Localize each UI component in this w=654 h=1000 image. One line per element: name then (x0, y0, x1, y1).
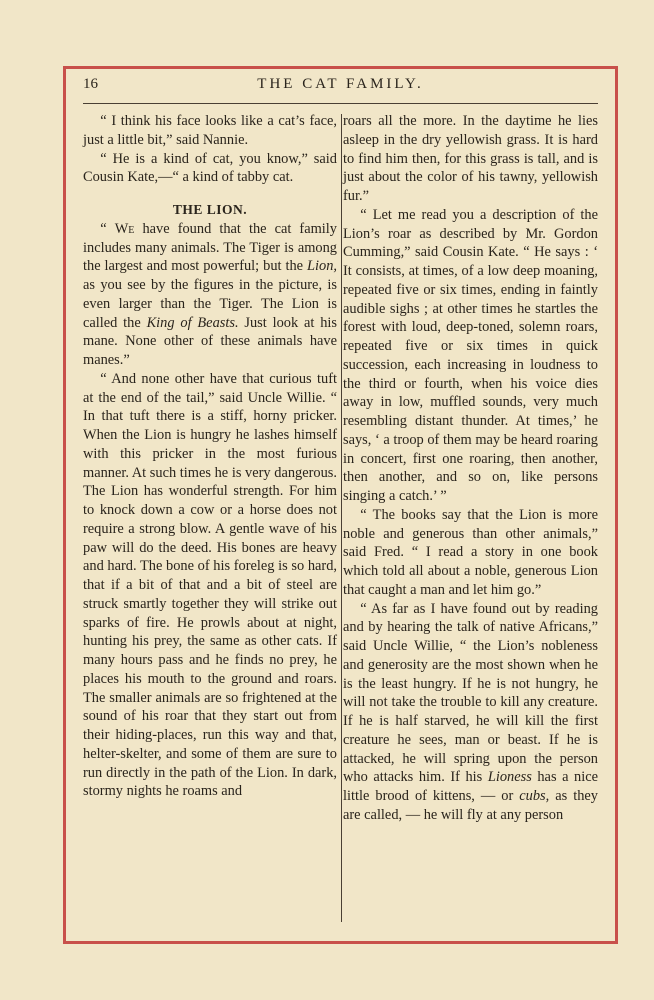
paragraph: “ He is a kind of cat, you know,” said Cousin Kate,—“ a kind of tabby cat. (83, 150, 337, 186)
italic-term: King of Beasts. (146, 314, 239, 331)
italic-term: cubs, (519, 788, 550, 804)
section-heading: THE LION. (172, 202, 248, 217)
page-header (83, 76, 598, 100)
italic-term: Lioness (487, 769, 532, 786)
running-title: THE CAT FAMILY. (257, 76, 424, 92)
paragraph: “ I think his face looks like a cat’s face, just a little bit,” said Nannie. (83, 113, 337, 148)
right-column (343, 112, 598, 825)
paragraph: “ As far as I have found out by reading and by hearing the talk of native Africans,” said Uncle Willie, “ the Lion’s nobleness and generosity are the most shown when he is the least hungry. If he is not hungry, he will not take the trouble to kill any creature. If he is half starved, he will kill the first creature he sees, man or beast. If he is attacked, he will spring upon the person who attacks him. If his Lioness has a nice little brood of kittens, — or cubs, as they are called, — he will fly at any person (343, 600, 599, 823)
small-caps-word: We (114, 220, 135, 237)
page-number: 16 (83, 76, 98, 92)
paragraph: “ And none other have that curious tuft at the end of the tail,” said Uncle Willie. “ In that tuft there is a stiff, horny pricker. When the Lion is hungry he lashes himself with this pricker in the most furious manner. At such times he is very dangerous. The Lion has wonderful strength. For him to knock down a cow or a horse does not require a strong blow. A gentle wave of his paw will do the deed. His bones are heavy and hard. The bone of his foreleg is so hard, that if a bit of that and a bit of steel are struck smartly together they will strike out sparks of fire. He prowls about at night, hunting his prey, the same as other cats. If many hours pass and he finds no prey, he places his mouth to the ground and roars. The smaller animals are so frightened at the sound of his roar that they start out from their hiding-places, run this way and that, helter-skelter, and some of them are sure to run directly in the path of the Lion. In dark, stormy nights he roams and (83, 370, 337, 800)
column-divider (341, 114, 342, 922)
paragraph: “ We have found that the cat family includes many animals. The Tiger is among the largest and most powerful; but the Lion, as you see by the figures in the picture, is even larger than the Tiger. The Lion is called the King of Beasts. Just look at his mane. None other of these animals have manes.” (83, 220, 337, 368)
paragraph: “ The books say that the Lion is more noble and generous than other animals,” said Fred. “ I read a story in one book which told all about a noble, generous Lion that caught a man and let him go.” (343, 506, 598, 598)
paragraph: “ Let me read you a description of the Lion’s roar as described by Mr. Gordon Cumming,” said Cousin Kate. “ He says : ‘ It consists, at times, of a low deep moaning, repeated five or six times, ending in faintly audible sighs ; at other times he startles the forest with loud, deep-toned, solemn roars, repeated five or six times in quick succession, each increasing in loudness to the third or fourth, when his voice dies away in low, muffled sounds, very much resembling distant thunder. At times,’ he says, ‘ a troop of them may be heard roaring in concert, first one roaring, then another, then another, and so on, like persons singing a catch.’ ” (343, 206, 598, 504)
paragraph: roars all the more. In the daytime he lies asleep in the dry yellowish grass. It is hard to find him then, for this grass is tall, and is just about the color of his tawny, yellowish fur.” (343, 113, 598, 204)
italic-term: Lion, (307, 258, 337, 275)
header-rule (83, 103, 598, 104)
left-column (83, 112, 337, 801)
